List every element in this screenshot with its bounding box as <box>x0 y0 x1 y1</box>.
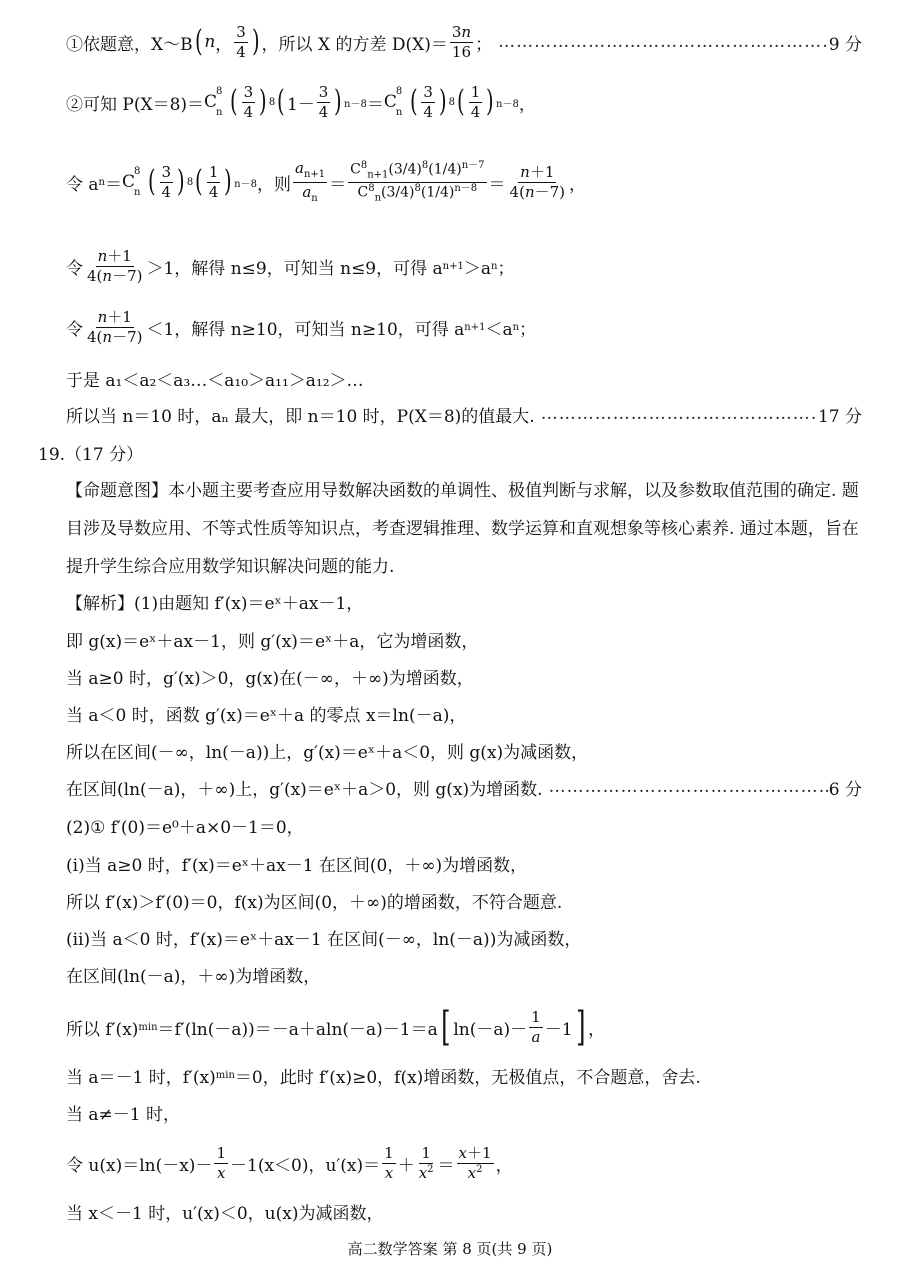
solution-line <box>66 1196 862 1226</box>
u-line: 令 u(x)＝ln(－x)－ $\frac{1}{x}$ －1(x＜0)，u′(x)＝ $\frac{1}{x}$ ＋ $\frac{1}{x^2}$ ＝ $\frac{x+1}{x^2}$ ， <box>66 1143 513 1182</box>
text: 19.（17 分） <box>38 444 144 465</box>
score: 9 分 <box>828 34 862 55</box>
text: ＜a <box>485 319 513 340</box>
text: －1(x＜0)，u′(x)＝ <box>230 1155 381 1176</box>
score: 17 分 <box>817 406 862 427</box>
text: 所以 f′(x) <box>66 1019 139 1040</box>
solution-line <box>66 661 862 691</box>
chain-line <box>66 362 862 394</box>
solution-line <box>66 1097 862 1127</box>
text: 令 <box>66 319 83 340</box>
text: 【命题意图】本小题主要考查应用导数解决函数的单调性、极值判断与求解，以及参数取值范围的确定. 题目涉及导数应用、不等式性质等知识点，考查逻辑推理、数学运算和直观想象等核心素养. 通过本题，旨在提升学生综合应用数学知识解决问题的能力. <box>66 481 859 577</box>
solution-line <box>66 735 862 765</box>
text: 在区间(ln(－a)，＋∞)上，g′(x)＝eˣ＋a＞0，则 g(x)为增函数. <box>66 779 543 800</box>
solution-line <box>66 848 862 878</box>
text: ； <box>475 34 493 55</box>
text: ＞1，解得 n≤9，可知当 n≤9，可得 a <box>146 258 443 279</box>
text: 所以当 n＝10 时，aₙ 最大，即 n＝10 时，P(X＝8)的值最大. <box>66 406 535 427</box>
text: X～B <box>151 34 193 55</box>
text: 所以 f′(x)＞f′(0)＝0，f(x)为区间(0，＋∞)的增函数，不符合题意. <box>66 892 563 913</box>
score: 6 分 <box>828 779 862 800</box>
page-footer: 高二数学答案 第 8 页(共 9 页) <box>347 1240 553 1258</box>
cond-gt-line: 令 $\frac{n+1}{4(n-7)}$ ＞1，解得 n≤9，可知当 n≤9，可得 a n+1 ＞a n ； <box>66 246 515 285</box>
text: ， <box>518 94 536 115</box>
text: ＝f′(ln(－a))＝－a＋aln(－a)－1＝a <box>157 1019 438 1040</box>
text: 当 x＜－1 时，u′(x)＜0，u(x)为减函数， <box>66 1203 384 1224</box>
text: －1 <box>544 1019 573 1040</box>
solution-line <box>66 1060 862 1090</box>
p8-line: ②可知 P(X＝8)＝ C 8 n ( $\frac{3}{4}$ ) 8 ( 1－ $\frac{3}{4}$ ) n－8 ＝ C 8 n ( $\frac{3}{4}$ ) 8 ( $\frac{1}{4}$ ) n－8 ， <box>66 82 536 121</box>
text: 当 a＜0 时，函数 g′(x)＝eˣ＋a 的零点 x＝ln(－a)， <box>66 705 467 726</box>
text: 令 u(x)＝ln(－x)－ <box>66 1155 213 1176</box>
solution-line <box>66 624 862 654</box>
variance-fraction: $\frac{3n}{16}$ <box>451 22 472 61</box>
subscript: min <box>138 1021 158 1033</box>
text: 令 <box>66 258 83 279</box>
score-leader <box>535 404 818 424</box>
text: 在区间(ln(－a)，＋∞)为增函数， <box>66 966 321 987</box>
variance-line: ①依题意， X～B ( n ， $\frac{3}{4}$ ) ，所以 X 的方差 D(X)＝ $\frac{3n}{16}$ ； ………………………………………………………………………………………………………………………………… 9 分 <box>66 22 862 62</box>
text: ＝0，此时 f′(x)≥0，f(x)增函数，无极值点，不合题意，舍去. <box>234 1067 701 1088</box>
text: ， <box>495 1155 513 1176</box>
cond-lt-line: 令 $\frac{n+1}{4(n-7)}$ ＜1，解得 n≥10，可知当 n≥10，可得 a n+1 ＜a n ； <box>66 307 537 346</box>
solution-line <box>66 959 862 989</box>
score-leader <box>543 777 829 797</box>
solution-line <box>66 885 862 915</box>
interval-line <box>66 772 862 802</box>
text: ， <box>588 1019 606 1040</box>
min-line: 所以 f′(x) min ＝f′(ln(－a))＝－a＋aln(－a)－1＝a [ ln(－a)－ $\frac{1}{a}$ －1 ] ， <box>66 1004 606 1050</box>
text: (ⅱ)当 a＜0 时，f′(x)＝eˣ＋ax－1 在区间(－∞，ln(－a))为减函数， <box>66 929 582 950</box>
text: (ⅰ)当 a≥0 时，f′(x)＝eˣ＋ax－1 在区间(0，＋∞)为增函数， <box>66 855 528 876</box>
text: 当 a＝－1 时，f′(x) <box>66 1067 216 1088</box>
solution-line <box>66 586 862 616</box>
ratio-line: 令 a n ＝ C 8 n ( $\frac{3}{4}$ ) 8 ( $\frac{1}{4}$ ) n－8 ，则 $\frac{a_{n+1}}{a_n}$ ＝ $\frac{C^8_{n+1}(3/4)^8(1/4)^{n-7}}{C^8_n(3/4)^8(1/4)^{n-8}}$ ＝ $\frac{n+1}{4(n-7)}$ ， <box>66 159 587 204</box>
solution-line <box>66 922 862 952</box>
text: ②可知 P(X＝8)＝ <box>66 94 205 115</box>
text: (2)① f′(0)＝e⁰＋a×0－1＝0， <box>66 817 304 838</box>
score-leader <box>492 32 829 52</box>
text: ①依题意， <box>66 34 151 55</box>
text: ，则 <box>256 174 291 195</box>
text: ln(－a)－ <box>453 1019 528 1040</box>
q19-header <box>38 436 862 468</box>
solution-line <box>66 810 862 840</box>
text: 令 a <box>66 174 99 195</box>
intent-paragraph <box>66 472 862 586</box>
text: ，所以 X 的方差 D(X)＝ <box>261 34 448 55</box>
text: ， <box>569 174 587 195</box>
text: ＞a <box>463 258 491 279</box>
conclusion-line <box>66 398 862 430</box>
text: 于是 a₁＜a₂＜a₃…＜a₁₀＞a₁₁＞a₁₂＞… <box>66 370 364 391</box>
text: 所以在区间(－∞，ln(－a))上，g′(x)＝eˣ＋a＜0，则 g(x)为减函数， <box>66 742 589 763</box>
text: 【解析】(1)由题知 f′(x)＝eˣ＋ax－1， <box>66 593 364 614</box>
text: 当 a≠－1 时， <box>66 1104 181 1125</box>
text: 即 g(x)＝eˣ＋ax－1，则 g′(x)＝eˣ＋a，它为增函数， <box>66 631 479 652</box>
solution-line <box>66 698 862 728</box>
text: ＜1，解得 n≥10，可知当 n≥10，可得 a <box>146 319 465 340</box>
text: 当 a≥0 时，g′(x)＞0，g(x)在(－∞，＋∞)为增函数， <box>66 668 474 689</box>
subscript: min <box>215 1069 235 1081</box>
